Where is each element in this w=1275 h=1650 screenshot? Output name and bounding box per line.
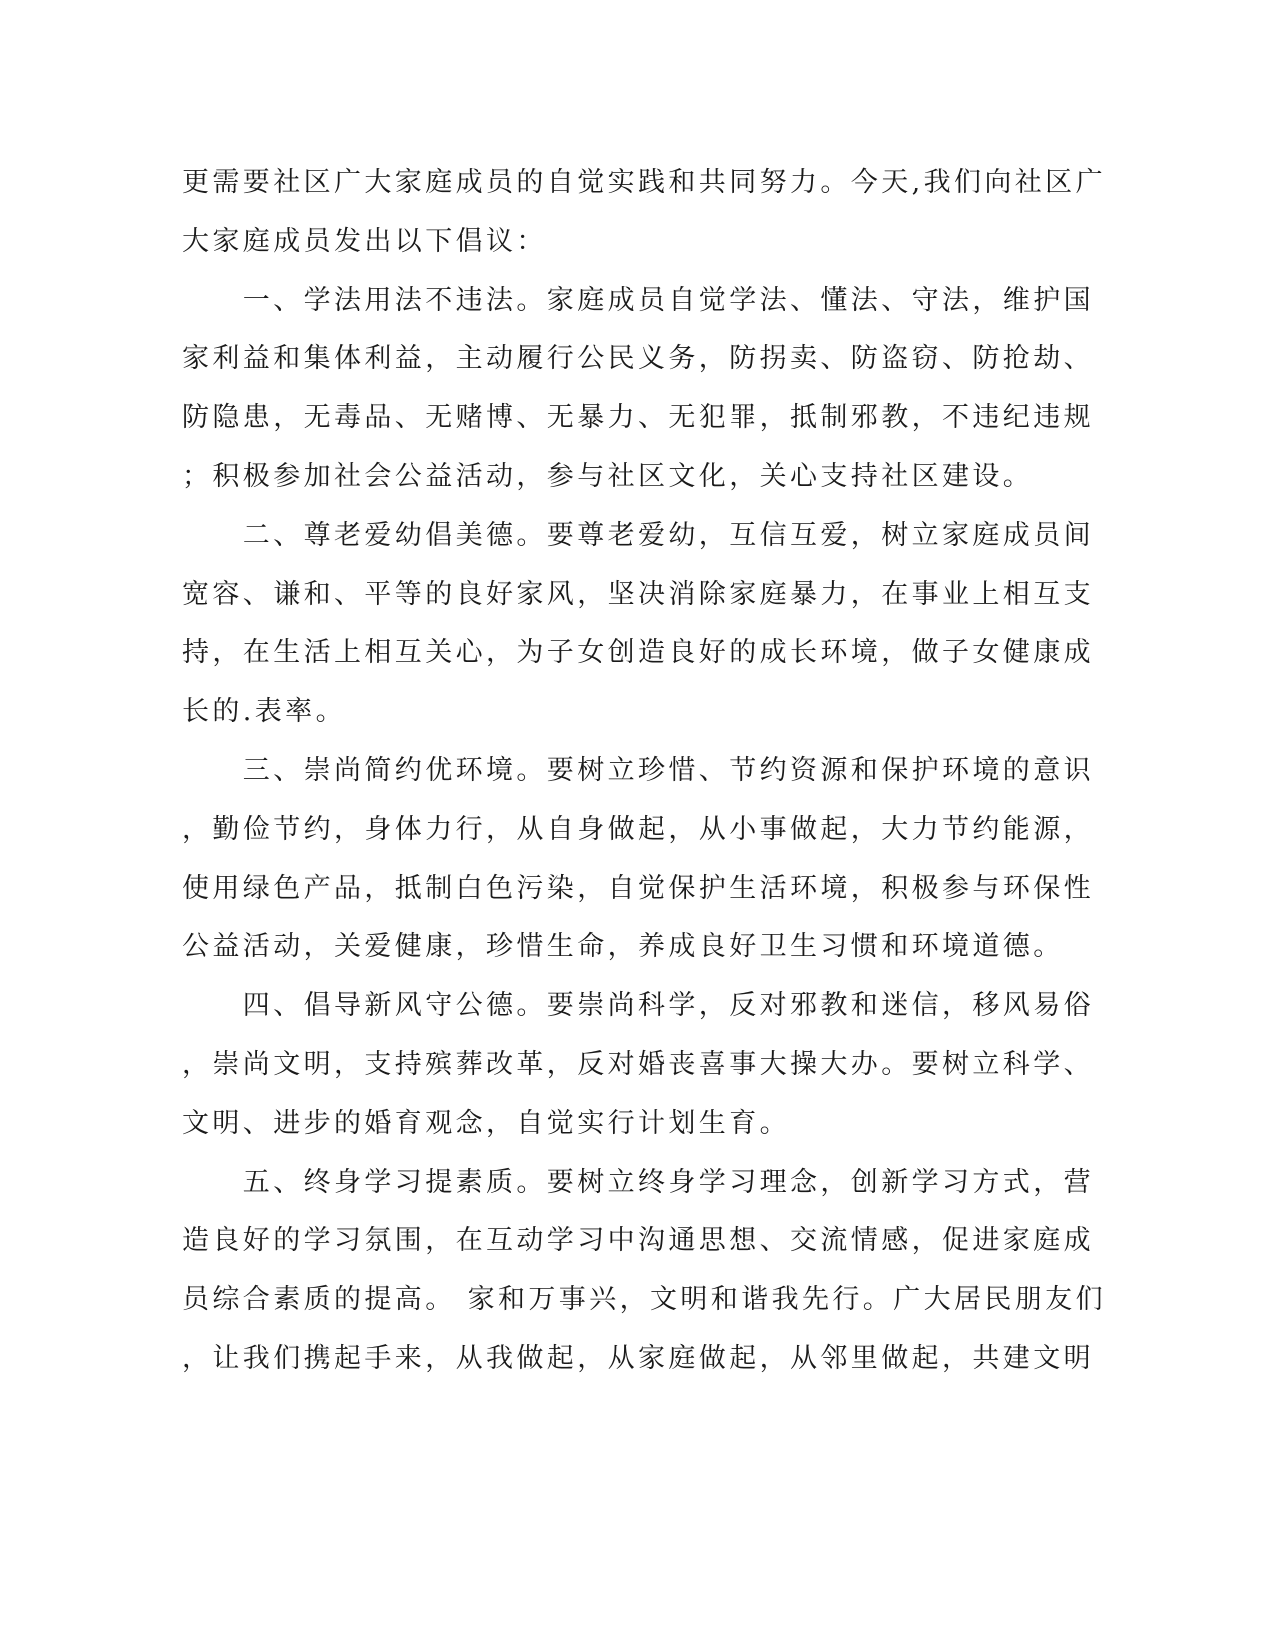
text-line: 三、崇尚简约优环境。要树立珍惜、节约资源和保护环境的意识 [182, 754, 1094, 786]
text-line: 员综合素质的提高。 家和万事兴，文明和谐我先行。广大居民朋友们 [182, 1284, 1106, 1316]
text-line: 大家庭成员发出以下倡议： [182, 225, 547, 257]
text-line: 文明、进步的婚育观念，自觉实行计划生育。 [182, 1107, 790, 1139]
text-line: ，勤俭节约，身体力行，从自身做起，从小事做起，大力节约能源， [182, 813, 1094, 845]
text-line: 一、学法用法不违法。家庭成员自觉学法、懂法、守法，维护国 [182, 284, 1094, 316]
text-line: 更需要社区广大家庭成员的自觉实践和共同努力。今天,我们向社区广 [182, 167, 1106, 198]
text-line: 长的.表率。 [182, 696, 346, 728]
text-line: 五、终身学习提素质。要树立终身学习理念，创新学习方式，营 [182, 1166, 1094, 1198]
text-line: 造良好的学习氛围，在互动学习中沟通思想、交流情感，促进家庭成 [182, 1225, 1094, 1257]
text-line: 家利益和集体利益，主动履行公民义务，防拐卖、防盗窃、防抢劫、 [182, 343, 1094, 375]
text-line: 使用绿色产品，抵制白色污染，自觉保护生活环境，积极参与环保性 [182, 872, 1094, 904]
text-line: ，让我们携起手来，从我做起，从家庭做起，从邻里做起，共建文明 [182, 1342, 1094, 1374]
text-line: 四、倡导新风守公德。要崇尚科学，反对邪教和迷信，移风易俗 [182, 990, 1094, 1022]
text-line: 二、尊老爱幼倡美德。要尊老爱幼，互信互爱，树立家庭成员间 [182, 519, 1094, 551]
text-line: ；积极参加社会公益活动，参与社区文化，关心支持社区建设。 [182, 460, 1034, 492]
text-line: ，崇尚文明，支持殡葬改革，反对婚丧喜事大操大办。要树立科学、 [182, 1048, 1094, 1080]
text-line: 宽容、谦和、平等的良好家风，坚决消除家庭暴力，在事业上相互支 [182, 578, 1094, 610]
text-line: 防隐患，无毒品、无赌博、无暴力、无犯罪，抵制邪教，不违纪违规 [182, 402, 1094, 434]
text-line: 公益活动，关爱健康，珍惜生命，养成良好卫生习惯和环境道德。 [182, 931, 1064, 963]
text-line: 持，在生活上相互关心，为子女创造良好的成长环境，做子女健康成 [182, 637, 1094, 669]
body-text [182, 154, 1106, 1389]
